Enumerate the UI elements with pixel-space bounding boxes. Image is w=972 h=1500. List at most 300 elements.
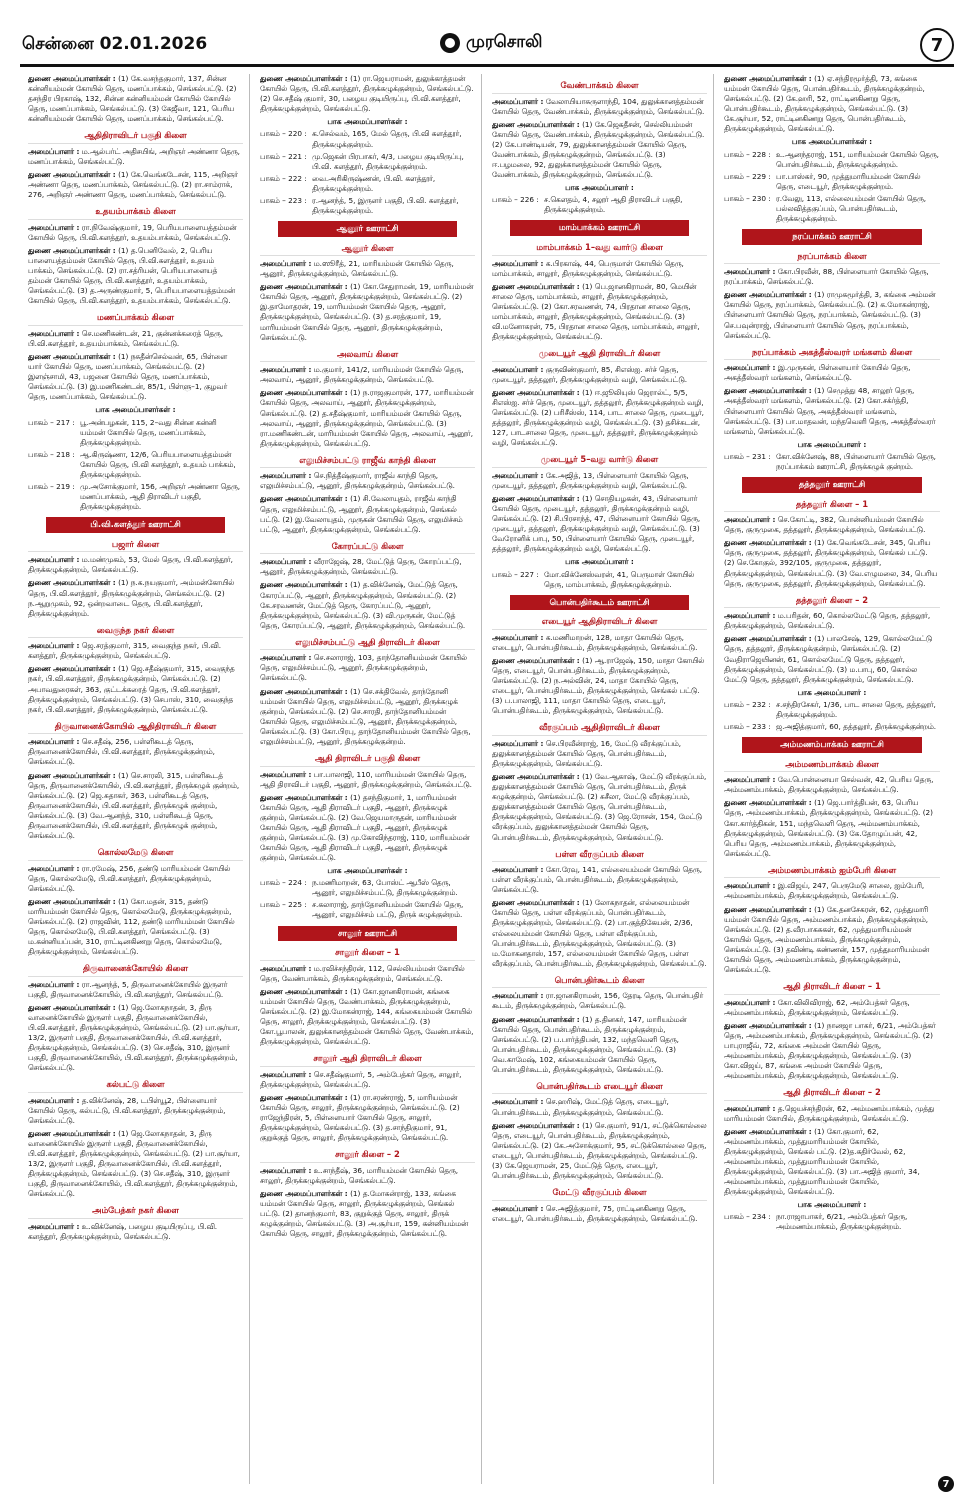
section-heading: முடையூர் 5–வது வார்டு கிளை <box>492 453 707 468</box>
entry-text: (1) ரா.ஜெயராமன், துலுக்காத்தமன் கோயில் தெரு, பி.வி.களத்தூர், திருக்கழுக்குன்றம், செங்கல்பட்டு. (2) செ.சதீஷ் குமார், 30, பழைய குடியிருப்பு, பி.வி.களத்தூர், திருக்கழுக்குன்றம், செங்கல்பட்டு. <box>260 74 474 114</box>
entry-label: துணை அமைப்பாளர்கள் : <box>492 655 580 665</box>
booth-number: பாகம் – 227 : <box>492 569 539 579</box>
entry-label: துணை அமைப்பாளர்கள் : <box>28 578 116 588</box>
booth-text: ச.சந்திரசேகர், 1/36, பாட சாலை தெரு, தத்தலூர், திருக்கழுக்குன்றம். <box>776 699 936 719</box>
entry-paragraph <box>260 987 475 1047</box>
booth-number: பாகம் – 223 : <box>260 195 307 205</box>
entry-label: அமைப்பாளர் : <box>492 258 544 268</box>
entry-paragraph <box>28 771 243 841</box>
panchayat-banner: சாலூர் ஊராட்சி <box>278 926 457 942</box>
section-heading: அம்மணம்பாக்கம் ஐம்பேரி கிளை <box>724 864 940 879</box>
entry-text: (1) ஜெ.பார்த்திபன், 63, பெரிய தெரு, அம்மணம்பாக்கம், திருக்கழுக்குன்றம், செங்கல்பட்டு. (2) கோ.கார்த்திகன், 151, மந்தவெளி தெரு, அம்மணம்பாக்கம், திருக்கழுக்குன்றம், செங்கல்பட்டு. (3) கே.தோழுப்பன், 42, பெரிய தெரு, அம்மணம்பாக்கம், திருக்கழுக்குன்றம், செங்கல்பட்டு. <box>724 798 934 858</box>
entry-paragraph <box>492 259 707 279</box>
entry-paragraph <box>260 687 475 747</box>
booth-text: ர.ஆனந்த், 5, இருளர் பகுதி, பி.வி. களத்தூர், திருக்கழுக்குன்றம். <box>312 195 459 215</box>
entry-paragraph <box>492 865 707 895</box>
entry-paragraph <box>492 120 707 180</box>
entry-text: வேலாயியாசுருளாந்தி, 104, துலுக்கானத்தம்மன் கோயில் தெரு, வேண்பாக்கம், திருக்கழுக்குன்றம், செங்கல்பட்டு. <box>492 96 705 116</box>
entry-paragraph <box>28 74 243 124</box>
section-heading: ஆதி திராவிடர் கிளை – 2 <box>724 1086 940 1101</box>
entry-text: ம.பரிதன், 60, கொல்லமேட்டு தெரு, தத்தலூர், திருக்கழுக்குன்றம், செங்கல்பட்டு. <box>724 611 931 631</box>
entry-label: துணை அமைப்பாளர்கள் : <box>492 119 580 129</box>
booth-number: பாகம் – 228 : <box>724 149 771 159</box>
booth-entry <box>724 452 940 472</box>
booth-text: ச.கலாராஜ், தாந்தோனியம்மன் கோயில் தெரு, ஆனூர், எலுமிச்சம் பட்டு, திருக் கழுக்குன்றம். <box>312 900 464 920</box>
entry-paragraph <box>492 365 707 385</box>
section-heading: சாலூர் ஆதி திராவிடர் கிளை <box>260 1052 475 1067</box>
booth-number: பாகம் – 229 : <box>724 171 771 181</box>
entry-label: அமைப்பாளர் : <box>724 267 776 277</box>
booth-number: பாகம் – 221 : <box>260 151 307 161</box>
booth-text: ஆ.கிருஷ்ணா, 12/6, பெரியபாளையத்தம்மன் கோயில் தெரு, பி.வி களத்தூர், உதயம் பாக்கம், திருக்கழுக்குன்றம். <box>80 449 236 479</box>
entry-paragraph <box>724 74 940 134</box>
section-heading: ஆதி திராவிடர் பகுதி கிளை <box>260 752 475 767</box>
entry-paragraph <box>492 1121 707 1181</box>
booth-number: பாகம் – 222 : <box>260 173 307 183</box>
section-heading: சாலூர் கிளை – 1 <box>260 946 475 961</box>
booth-text: கோ.விக்னேஷ், 88, பிள்ளையார் கோயில் தெரு, நரப்பாக்கம் ஊராட்சி, திருக்கழுக் குன்றம். <box>776 451 936 471</box>
entry-paragraph <box>260 964 475 984</box>
entry-paragraph <box>28 641 243 661</box>
entry-label: அமைப்பாளர் : <box>260 769 312 779</box>
entry-text: (1) ரா.சரண்ராஜ், 5, மாரியம்மன் கோயில் தெரு, சாலூர், திருக்கழுக்குன்றம், செங்கல்பட்டு. (2) ராஜேந்திரன், 5, பிள்ளையார் கோயில் தெரு, சாலூர், திருக்கழுக்குன்றம், செங்கல்பட்டு. (3) த.சாந்திகுமார், 91, குறுக்குத் தெரு, சாலூர், திருக்கழுக்குன்றம், செங்கல்பட்டு. <box>260 1092 460 1143</box>
section-heading: வைகுந்த நகர் கிளை <box>28 624 243 639</box>
entry-text: ம.மண்முகம், 53, மேல் தெரு, பி.வி.களத்தூர், திருக்கழுக்குன்றம், செங்கல்பட்டு. <box>28 555 233 575</box>
entry-paragraph <box>260 1093 475 1143</box>
entry-label: துணை அமைப்பாளர்கள் : <box>28 245 116 255</box>
entry-paragraph <box>492 97 707 117</box>
entry-text: (1) ஜெ.சதீஷ்குமார், 315, வைகுந்த நகர், பி.வி.களத்தூர், திருக்கழுக்குன்றம், செங்கல்பட்டு. (2) அபாவதுரைகள், 363, குட்டக்கரைத் தெரு, பி.வி.களத்தூர், திருக்கழுக்குன்றம், செங்கல்பட்டு. (3) செபாஸ், 310, வைகுந்த நகர், பி.வி.களத்தூர், திருக்கழுக்குன்றம், செங்கல்பட்டு. <box>28 664 235 714</box>
entry-label: துணை அமைப்பாளர்கள் : <box>28 896 116 906</box>
entry-paragraph <box>260 471 475 491</box>
section-heading: உதயம்பாக்கம் கிளை <box>28 205 243 220</box>
section-heading: எலுமிச்சம்பட்டு ராஜீவ் காந்தி கிளை <box>260 454 475 469</box>
entry-text: (1) நசுதீன்செல்வன், 65, பிள்ளை யார் கோயில் தெரு, மணப்பாக்கம், செங்கல்பட்டு. (2) இளஞ்சாமி, 43, பஜனை கோயில் தெரு, மணப்பாக்கம், செங்கல்பட்டு. (3) இ.மணிகண்டன், 85/1, பிள்ளு–1, குழவர் தெரு, மணப்பாக்கம், செங்கல்பட்டு. <box>28 352 228 402</box>
entry-label: அமைப்பாளர் : <box>492 991 544 1001</box>
entry-text: ரா.ரமேஷ், 256, தண்டு மாரியம்மன் கோயில் தெரு, கொல்லமேடு, பி.வி.களத்தூர், திருக்கழுக்குன்றம், செங்கல்பட்டு. <box>28 863 231 893</box>
entry-label: அமைப்பாளர் : <box>724 1103 776 1113</box>
entry-label: அமைப்பாளர் : <box>724 881 776 891</box>
entry-text: (1) பாலசேஷ், 129, கொல்லமேட்டு தெரு, தத்தலூர், திருக்கழுக்குன்றம், செங்கல்பட்டு. (2) வேதிராஜெயினன், 61, கொல்லமேட்டு தெரு, தத்தலூர், திருக்கழுக்குன்றம், செங்கல்பட்டு. (3) ம.பாபு, 60, கொல்ல மேட்டு தெரு, தத்தலூர், திருக்கழுக்குன்றம், செங்கல்பட்டு. <box>724 634 933 684</box>
entry-paragraph <box>724 798 940 858</box>
entry-text: பா.பாலாஜி, 110, மாரியம்மன் கோயில் தெரு, ஆதி திராவிடர் பகுதி, ஆனூர், திருக்கழுக்குன்றம், செங்கல்பட்டு. <box>260 769 472 789</box>
entry-label: அமைப்பாளர் : <box>28 1222 80 1232</box>
entry-label: அமைப்பாளர் : <box>492 632 544 642</box>
entry-label: அமைப்பாளர் : <box>260 963 312 973</box>
entry-text: (1) செ.சக்திவேல், தாந்தோனி யம்மன் கோயில் தெரு, எலுமிச்சம்பட்டு, ஆனூர், திருக்கழுக் குன்றம், செங்கல்பட்டு. (2) செ.சாரதி, தாந்தோனியம்மன் கோயில் தெரு, எலுமிச்சம்பட்டு, ஆனூர், திருக்கழுக்குன்றம், செங்கல்பட்டு. (3) கோ.பிரபு, தாந்தோனியம்மன் கோயில் தெரு, எலுமிச்சம்பட்டு, ஆனூர், திருக்கழுக்குன்றம். <box>260 686 471 746</box>
entry-text: (1) கே.தனசேகரன், 62, முத்துமாரி யம்மன் கோயில் தெரு, அம்மணம்பாக்கம், திருக்கழுக்குன்றம், செங்கல்பட்டு. (2) த.வீரபாகசுகள், 62, முத்துமாரியம்மன் கோயில் தெரு, அம்மணம்பாக்கம், திருக்கழுக்குன்றம், செங்கல்பட்டு. (3) தவிண்டி கண்ணன், 157, முத்துமாரியம்மன் கோயில் தெரு, அம்மணம்பாக்கம், திருக்கழுக்குன்றம், செங்கல்பட்டு. <box>724 904 930 974</box>
section-heading: திருவானைக்கோயில் ஆதிதிராவிடர் கிளை <box>28 720 243 735</box>
panchayat-banner: ஆனூர் ஊராட்சி <box>278 221 457 237</box>
booth-text: ச.கௌதம், 4, சலூர் ஆதி திராவிடர் பகுதி, திருக்கழுக்குன்றம். <box>544 195 683 215</box>
entry-paragraph <box>724 1021 940 1081</box>
booth-number: பாகம் – 217 : <box>28 417 75 427</box>
entry-paragraph <box>28 864 243 894</box>
entry-text: த.விக்னேஷ், 28, டபிள்யூ2, பிள்ளையார் கோயில் தெரு, கல்பட்டு, பி.வி.களத்தூர், திருக்கழுக்குன்றம், செங்கல்பட்டு. <box>28 1095 226 1125</box>
entry-label: துணை அமைப்பாளர்கள் : <box>724 798 812 808</box>
entry-paragraph <box>28 897 243 957</box>
entry-text: (1) ஜெ.லோகநாதன், 3, திரு வானைக்கோயில் இருளர் பகுதி, திருவானைக்கோயில், பி.வி.களத்தூர், திருக்கழுக்குன்றம், செங்கல்பட்டு. (2) பா.சூர்யா, 13/2, இருளர் பகுதி, திருவானைக்கோயில், பி.வி.களத்தூர், திருக்கழுக்குன்றம், செங்கல்பட்டு. (3) செ.சதீஷ், 310, இருளர் பகுதி, திருவானைக்கோயில், பி.வி.களத்தூர், திருக்கழுக்குன்றம், செங்கல்பட்டு. <box>28 1129 240 1199</box>
entry-text: (1) ஜெ.லோகநாதன், 3, திரு வானைக்கோயில் இருளர் பகுதி, திருவானைக்கோயில், பி.வி.களத்தூர், திருக்கழுக்குன்றம், செங்கல்பட்டு. (2) பா.சூர்யா, 13/2, இருளர் பகுதி, திருவானைக்கோயில், பி.வி.களத்தூர், திருக்கழுக்குன்றம், செங்கல்பட்டு. (3) செ.சதீஷ், 310, இருளர் பகுதி, திருவானைக்கோயில், பி.வி.களத்தூர், திருக்கழுக்குன்றம், செங்கல்பட்டு. <box>28 1002 240 1073</box>
booth-number: பாகம் – 233 : <box>724 722 771 732</box>
entry-text: செ.மணிகண்டன், 21, குன்னக்கரைத் தெரு, பி.வி.களத்தூர், உதயம்பாக்கம், செங்கல்பட்டு. <box>28 328 224 348</box>
entry-text: (1) ந.ராஜகுமாரன், 177, மாரியம்மன் கோயில் தெரு, அலவாய், ஆனூர், திருக்கழுக்குன்றம், செங்கல்பட்டு. (2) த.சதீஷ்குமார், மாரியம்மன் கோயில் தெரு, அலவாய், ஆனூர், திருக்கழுக்குன்றம், செங்கல்பட்டு. (3) ரா.மணிகண்டன், மாரியம்மன் கோயில் தெரு, அலவாய், ஆனூர், திருக்கழுக்குன்றம், செங்கல்பட்டு. <box>260 388 474 448</box>
entry-text: செ.சதீஷ், 256, பள்ளிகூடத் தெரு, திருவானைக்கோயில், பி.வி.களத்தூர், திருக்கழுக்குன்றம், செங்கல்பட்டு. <box>28 737 215 767</box>
entry-text: செ.அஜித்குமார், 75, ராட்டினகிணறு தெரு, எடையூர், பொன்பதிர்கூடம், திருக்கழுக்குன்றம், செங்கல்பட்டு. <box>492 1203 698 1223</box>
column-3 <box>492 74 714 1484</box>
entry-label: துணை அமைப்பாளர்கள் : <box>492 1120 580 1130</box>
entry-paragraph <box>28 246 243 306</box>
entry-label: அமைப்பாளர் : <box>724 363 776 373</box>
section-heading: பொன்பதிர்கூடம் எடையூர் கிளை <box>492 1080 707 1095</box>
subheading: பாக அமைப்பாளர்கள் : <box>327 866 408 876</box>
entry-label: அமைப்பாளர் : <box>28 863 80 873</box>
entry-text: (1) கே.வெங்கடேசன், 345, பெரிய தெரு, குருமுகை, தத்தலூர், திருக்கழுக்குன்றம், செங்கல் பட்டு. (2) செ.கோகுல், 392/105, குருமுகை, தத்தலூர், திருக்கழுக்குன்றம், செங்கல்பட்டு. (3) வே.எழுமலை, 34, பெரிய தெரு, குருமுகை, தத்தலூர், திருக்கழுக்குன்றம், செங்கல்பட்டு. <box>724 538 938 588</box>
booth-text: க.செல்வம், 165, மேல் தெரு, பி.வி களத்தூர், திருக்கழுக்குன்றம். <box>312 129 462 149</box>
section-heading: ஆதி திராவிடர் கிளை – 1 <box>724 980 940 995</box>
paper-name: முரசொலி <box>466 32 543 52</box>
entry-paragraph <box>260 282 475 342</box>
column-1 <box>28 74 250 1484</box>
section-heading: மணப்பாக்கம் கிளை <box>28 311 243 326</box>
entry-label: துணை அமைப்பாளர்கள் : <box>28 1129 116 1139</box>
section-heading: திருவானைக்கோயில் கிளை <box>28 962 243 977</box>
entry-label: அமைப்பாளர் : <box>28 1095 80 1105</box>
panchayat-banner: அம்மணம்பாக்கம் ஊராட்சி <box>742 737 922 753</box>
entry-text: ரா.ஜானகிராமன், 156, தேரடி தெரு, பொன்பதிர் கூடம், திருக்கழுக்குன்றம், செங்கல்பட்டு. <box>492 991 704 1011</box>
booth-entry <box>260 129 475 149</box>
booth-entry <box>492 570 707 590</box>
booth-number: பாகம் – 220 : <box>260 129 307 139</box>
entry-label: துணை அமைப்பாளர்கள் : <box>724 904 812 914</box>
booth-number: பாகம் – 219 : <box>28 481 75 491</box>
entry-text: செ.பிரவீன்ராஜ், 16, மேட்டு வீரக்குப்பம், துலுக்கானத்தம்மன் கோயில் தெரு, பொன்பதிர்கூடம், திருக்கழுக்குன்றம், செங்கல்பட்டு. <box>492 738 682 769</box>
booth-text: ந.மணிமாறன், 63, போஸ்ட் ஆபீஸ் தெரு, ஆனூர், எலுமிச்சம்பட்டு, திருக்கழுக்குன்றம். <box>312 878 458 898</box>
entry-paragraph <box>260 557 475 577</box>
entry-label: துணை அமைப்பாளர்கள் : <box>260 986 348 996</box>
entry-text: (1) பெ.ஜானகிராமன், 80, மெயின் சாலை தெரு, மாம்பாக்கம், சாலூர், திருக்கழுக்குன்றம், செங்கல்பட்டு. (2) கோ.சரவணன், 74, பிரதான சாலை தெரு, மாம்பாக்கம், சாலூர், திருக்கழுக்குன்றம், செங்கல்பட்டு. (3) வி.மனோகரன், 75, பிரதான சாலை தெரு, மாம்பாக்கம், சாலூர், திருக்கழுக்குன்றம், செங்கல்பட்டு. <box>492 281 700 342</box>
entry-text: (1) சொதியழகன், 43, பிள்ளையார் கோயில் தெரு, முடையூர், தத்தலூர், திருக்கழுக்குன்றம் வழி, செங்கல்பட்டு. (2) சி.பிரசாந்த், 47, பிள்ளையார் கோயில் தெரு, முடையூர், தத்தலூர், திருக்கழுக்குன்றம் வழி, செங்கல்பட்டு. (3) வேரோனிக் பாபு, 50, பிள்ளையார் கோயில் தெரு, முடையூர், தத்தலூர், திருக்கழுக்குன்றம் வழி, செங்கல்பட்டு. <box>492 493 701 554</box>
entry-label: துணை அமைப்பாளர்கள் : <box>28 170 116 180</box>
section-heading: தத்தலூர் கிளை – 1 <box>724 498 940 513</box>
entry-paragraph <box>28 578 243 618</box>
entry-paragraph <box>28 555 243 575</box>
masthead <box>0 0 972 70</box>
entry-text: (1) லோகநாதன், எல்லையம்மன் கோயில் தெரு, பள்ள வீரக்குப்பம், பொன்பதிர்கூடம், திருக்கழுக்குன்றம், செங்கல்பட்டு. (2) பா.குத்திகேயன், 2/36, எல்லையம்மன் கோயில் தெரு, பள்ள வீரக்குப்பம், பொன்பதிர்கூடம், திருக்கழுக்குன்றம், செங்கல்பட்டு. (3) ம.மோகனதாஸ், 157, எல்லையம்மன் கோயில் தெரு, பள்ள வீரக்குப்பம், பொன்பதிர்கூடம், திருக்கழுக்குன்றம், செங்கல்பட்டு. <box>492 898 707 968</box>
panchayat-banner: பி.வி.களத்தூர் ஊராட்சி <box>46 517 225 533</box>
booth-entry <box>724 1212 940 1232</box>
section-heading: தத்தலூர் கிளை – 2 <box>724 594 940 609</box>
entry-paragraph <box>724 538 940 588</box>
entry-text: (1) வே.ஆகாஷ், மேட்டு வீரக்குப்பம், துலுக்கானத்தம்மன் கோயில் தெரு, பொன்பதிர்கூடம், திருக் கழுக்குன்றம், செங்கல்பட்டு. (2) சுசீலா, மேட்டு வீரக்குப்பம், துலுக்கானத்தம்மன் கோயில் தெரு, பொன்பதிர்கூடம், திருக்கழுக்குன்றம், செங்கல்பட்டு. (3) ஜெ.ரோசன், 154, மேட்டு வீரக்குப்பம், துலுக்கானத்தம்மன் கோயில் தெரு, பொன்பதிர்கூடம், திருக்கழுக்குன்றம், செங்கல்பட்டு. <box>492 772 707 842</box>
entry-text: (1) தசந்திகுமார், 1, மாரியம்மன் கோயில் தெரு, ஆதி திராவிடர் பகுதி, ஆனூர், திருக்கழுக் குன்றம், செங்கல்பட்டு. (2) வே.ஜெயமாருதன், மாரியம்மன் கோயில் தெரு, ஆதி திராவிடர் பகுதி, ஆனூர், திருக்கழுக் குன்றம், செங்கல்பட்டு. (3) மு.கோவிந்தராஜ், 110, மாரியம்மன் கோயில் தெரு, ஆதி திராவிடர் பகுதி, ஆனூர், திருக்கழுக் குன்றம், செங்கல்பட்டு. <box>260 792 470 862</box>
entry-paragraph <box>492 898 707 968</box>
entry-paragraph <box>724 386 940 436</box>
entry-paragraph <box>724 290 940 340</box>
subheading: பாக அமைப்பாளர் : <box>797 439 867 449</box>
section-heading: கல்பட்டு கிளை <box>28 1078 243 1093</box>
entry-text: (1) செ.குமார், 91/1, சட்டுக்கொல்லை தெரு, எடையூர், பொன்பதிர்கூடம், திருக்கழுக்குன்றம், செங்கல்பட்டு. (2) கே.அசோக்குமார், 95, சட்டுக்கொல்லை தெரு, எடையூர், பொன்பதிர்கூடம், திருக்கழுக்குன்றம், செங்கல்பட்டு. (3) கே.ஜெயராமன், 25, மேட்டுத் தெரு, எடையூர், பொன்பதிர்கூடம், திருக்கழுக்குன்றம், செங்கல்பட்டு. <box>492 1120 707 1180</box>
entry-paragraph <box>724 775 940 795</box>
entry-paragraph <box>492 1097 707 1117</box>
entry-label: அமைப்பாளர் : <box>492 865 544 875</box>
booth-number: பாகம் – 234 : <box>724 1212 771 1222</box>
entry-text: ம.குமார், 141/2, மாரியம்மன் கோயில் தெரு, அலவாய், ஆனூர், திருக்கழுக்குன்றம், செங்கல்பட்டு. <box>260 365 464 385</box>
subheading: பாக அமைப்பாளர்கள் : <box>95 405 176 415</box>
panchayat-banner: பொன்பதிர்கூடம் ஊராட்சி <box>510 595 689 611</box>
entry-text: (1) நானஜா பாகர், 6/21, அம்பேத்கர் தெரு, அம்மணம்பாக்கம், திருக்கழுக்குன்றம், செங்கல்பட்டு. (2) பாபுராஜீவ், 72, கங்கை அம்மன் கோயில் தெரு, அம்மணம்பாக்கம், திருக்கழுக்குன்றம், செங்கல்பட்டு. (3) கோ.விஜய், 87, கங்கை அம்மன் கோயில் தெரு, அம்மணம்பாக்கம், திருக்கழுக்குன்றம், செங்கல்பட்டு. <box>724 1020 936 1080</box>
entry-label: துணை அமைப்பாளர்கள் : <box>260 74 348 83</box>
entry-label: அமைப்பாளர் : <box>28 737 80 747</box>
section-heading: வீரகுப்பம் ஆதிதிராவிடர் கிளை <box>492 721 707 736</box>
entry-label: துணை அமைப்பாளர்கள் : <box>492 387 580 397</box>
entry-paragraph <box>724 1127 940 1197</box>
entry-text: செ.ஹரிஷ், மேட்டுத் தெரு, எடையூர், பொன்பதிர்கூடம், திருக்கழுக்குன்றம், செங்கல்பட்டு. <box>492 1097 669 1117</box>
entry-label: அமைப்பாளர் : <box>260 1165 312 1175</box>
footer-page-number: 7 <box>938 1476 954 1492</box>
booth-entry <box>28 450 243 480</box>
panchayat-banner: நரப்பாக்கம் ஊராட்சி <box>742 229 922 245</box>
entry-text: (1) செ.சாரலி, 315, பள்ளிகூடத் தெரு, திருவானைக்கோயில், பி.வி.களத்தூர், திருக்கழுக் குன்றம், செங்கல்பட்டு. (2) ஜெ.சுதாகர், 363, பள்ளிகூடத் தெரு, திருவானைக்கோயில், பி.வி.களத்தூர், திருக்கழுக் குன்றம், செங்கல்பட்டு. (3) வே.ஆனந்த், 310, பள்ளிகூடத் தெரு, திருவானைக்கோயில், பி.வி.களத்தூர், திருக்கழுக் குன்றம், செங்கல்பட்டு. <box>28 770 240 840</box>
entry-paragraph <box>492 1015 707 1075</box>
entry-label: துணை அமைப்பாளர்கள் : <box>260 494 348 504</box>
booth-entry <box>724 722 940 732</box>
entry-label: அமைப்பாளர் : <box>724 515 776 525</box>
entry-label: துணை அமைப்பாளர்கள் : <box>28 1002 116 1012</box>
entry-paragraph <box>724 363 940 383</box>
entry-label: துணை அமைப்பாளர்கள் : <box>492 281 580 291</box>
entry-label: அமைப்பாளர் : <box>260 1069 312 1079</box>
entry-paragraph <box>28 737 243 767</box>
entry-text: இ.முருகன், பிள்ளையார் கோயில் தெரு, அகத்தீஸ்வரர் மங்களம், செங்கல்பட்டு. <box>724 363 911 383</box>
booth-entry <box>28 418 243 448</box>
entry-text: (1) த.மோகன்ராஜ், 133, கங்கை யம்மன் கோயில் தெரு, சாலூர், திருக்கழுக்குன்றம், செங்கல் பட்டு. (2) தானந்குமார், 83, குறுக்குத் தெரு, சாலூர், திருக் கழுக்குன்றம், செங்கல்பட்டு. (3) அ.சூர்யா, 159, கன்னியம்மன் கோயில் தெரு, சாலூர், திருக்கழுக்குன்றம், செங்கல்பட்டு. <box>260 1188 469 1239</box>
section-heading: அலவாய் கிளை <box>260 348 475 363</box>
entry-paragraph <box>492 772 707 842</box>
entry-paragraph <box>492 656 707 716</box>
entry-paragraph <box>724 634 940 684</box>
entry-text: ரா.நிவேஷ்குமார், 19, பெரியபாளையத்தம்மன் கோயில் தெரு, பி.வி.களத்தூர், உதயம்பாக்கம், செங்கல்பட்டு. <box>28 222 237 242</box>
section-heading: அம்மணம்பாக்கம் கிளை <box>724 758 940 773</box>
entry-paragraph <box>492 633 707 653</box>
entry-paragraph <box>260 1166 475 1186</box>
entry-label: துணை அமைப்பாளர்கள் : <box>724 634 812 644</box>
entry-label: அமைப்பாளர் : <box>492 738 544 748</box>
entry-paragraph <box>260 494 475 534</box>
entry-paragraph <box>260 770 475 790</box>
entry-paragraph <box>28 1129 243 1199</box>
subheading: பாக அமைப்பாளர் : <box>565 557 634 567</box>
booth-entry <box>724 172 940 192</box>
entry-label: துணை அமைப்பாளர்கள் : <box>28 770 116 780</box>
entry-text: கோ.ரேவு, 141, எல்லையம்மன் கோயில் தெரு, பள்ள வீரக்குப்பம், பொன்பதிர்கூடம், திருக்கழுக்குன்றம், செங்கல்பட்டு. <box>492 865 703 895</box>
entry-paragraph <box>260 580 475 630</box>
entry-label: துணை அமைப்பாளர்கள் : <box>724 1126 812 1136</box>
booth-number: பாகம் – 224 : <box>260 878 307 888</box>
entry-text: (1) த.தினகர், 147, மாரியம்மன் கோயில் தெரு, பொன்பதிர்கூடம், திருக்கழுக்குன்றம், செங்கல்பட்டு. (2) ப.பார்த்திபன், 132, மந்தவெளி தெரு, பொன்பதிர்கூடம், திருக்கழுக்குன்றம், செங்கல்பட்டு. (3) வெ.காமேஷ், 102, கங்கையம்மன் கோயில் தெரு, பொன்பதிர்கூடம், திருக்கழுக்குன்றம், செங்கல்பட்டு. <box>492 1014 687 1074</box>
subheading: பாக அமைப்பாளர்கள் : <box>327 117 408 127</box>
entry-text: (1) ஈ.ஜூலியுஸ் ஜெரால்ட், 5/5, சிஎஸ்ஐ. சர்ச் தெரு, முடையூர், தத்தலூர், திருக்கழுக்குன்றம் வழி, செங்கல்பட்டு. (2) பரிசீஸ்ஸ், 114, பாட சாலை தெரு, முடையூர், தத்தலூர், திருக்கழுக்குன்றம் வழி, செங்கல்பட்டு. (3) தசிச்சுடன், 127, பாடசாலை தெரு, முடையூர், தத்தலூர், திருக்கழுக்குன்றம் வழி, செங்கல்பட்டு. <box>492 387 705 448</box>
entry-label: துணை அமைப்பாளர்கள் : <box>28 352 116 362</box>
entry-paragraph <box>260 1070 475 1090</box>
column-2 <box>260 74 482 1484</box>
entry-text: உ.விக்னேஷ், பழைய குடியிருப்பு, பி.வி. களத்தூர், திருக்கழுக்குன்றம், செங்கல்பட்டு. <box>28 1222 218 1242</box>
entry-paragraph <box>492 282 707 342</box>
entry-text: இ.விஜய், 247, பெருமேடு சாலை, ஐம்பேரி, அம்மணம்பாக்கம், திருக்கழுக்குன்றம், செங்கல்பட்டு. <box>724 881 925 901</box>
section-heading: கொல்லமேடு கிளை <box>28 846 243 861</box>
panchayat-banner: தத்தலூர் ஊராட்சி <box>742 477 922 493</box>
entry-label: அமைப்பாளர் : <box>492 96 544 106</box>
article-columns <box>28 74 948 1484</box>
entry-label: துணை அமைப்பாளர்கள் : <box>724 386 812 396</box>
entry-text: கே.அஜித், 13, பிள்ளையார் கோயில் தெரு, முடையூர், தத்தலூர், திருக்கழுக்குன்றம் வழி, செங்கல்பட்டு. <box>492 470 689 490</box>
entry-paragraph <box>28 147 243 167</box>
section-heading: எடையூர் ஆதிதிராவிடர் கிளை <box>492 615 707 630</box>
entry-text: ரா.ஆனந்த், 5, திருவானைக்கோயில் இருளர் பகுதி, திருவானைக்கோயில், பி.வி.களத்தூர், செங்கல்பட்டு. <box>28 979 228 999</box>
entry-paragraph <box>724 515 940 535</box>
entry-text: (1) கோ.மதன், 315, தண்டு மாரியம்மன் கோயில் தெரு, கொல்லமேடு, திருக்கழுக்குன்றம், செங்கல்பட்டு. (2) ராஜவின், 112, தண்டு மாரியம்மன் கோயில் தெரு, கொல்லமேடு, பி.வி.களத்தூர், செங்கல்பட்டு. (3) ம.கன்னியப்பன், 310, ராட்டினகிணறு தெரு, கொல்லமேடு, திருக்கழுக்குன்றம், செங்கல்பட்டு. <box>28 896 235 957</box>
entry-paragraph <box>260 365 475 385</box>
entry-label: அமைப்பாளர் : <box>492 1203 544 1213</box>
panchayat-banner: மாம்பாக்கம் ஊராட்சி <box>510 220 689 236</box>
entry-label: துணை அமைப்பாளர்கள் : <box>260 282 348 292</box>
entry-label: அமைப்பாளர் : <box>260 471 312 481</box>
entry-text: (1) ஆ.ராஜேஷ், 150, மாதா கோயில் தெரு, எடையூர், பொன்பதிர்கூடம், திருக்கழுக்குன்றம், செங்கல்பட்டு. (2) ந.அல்வின், 24, மாதா கோயில் தெரு, எடையூர், பொன்பதிர்கூடம், திருக்கழுக்குன்றம், செங்கல் பட்டு. (3) ப.பாலாஜி, 111, மாதா கோயில் தெரு, எடையூர், பொன்பதிர்கூடம், திருக்கழுக்குன்றம், செங்கல்பட்டு. <box>492 655 705 716</box>
booth-text: ர.வேலு, 113, எல்லையம்மன் கோயில் தெரு, பல்லவித்தகுப்பம், பொன்பதிர்கூடம், திருக்கழுக்குன்றம். <box>776 193 927 223</box>
entry-paragraph <box>28 170 243 200</box>
entry-paragraph <box>28 1222 243 1242</box>
booth-number: பாகம் – 225 : <box>260 900 307 910</box>
entry-paragraph <box>492 494 707 554</box>
subheading: பாக அமைப்பாளர் : <box>797 1200 867 1210</box>
section-heading: மேட்டு வீரகுப்பம் கிளை <box>492 1186 707 1201</box>
paper-title <box>440 32 543 54</box>
entry-text: வீராஜேஷ், 28, மேட்டுத் தெரு, கோரப்பட்டு, ஆனூர், திருக்கழுக்குன்றம், செங்கல்பட்டு. <box>260 557 462 577</box>
entry-paragraph <box>28 980 243 1000</box>
entry-paragraph <box>724 881 940 901</box>
entry-text: (1) கே.ஜெகதீசன், செல்லியம்மன் கோயில் தெரு, வேண்பாக்கம், திருக்கழுக்குன்றம், செங்கல்பட்டு. (2) கே.பாண்டியன், 79, துலுக்கானத்தம்மன் கோயில் தெரு, வேண்பாக்கம், திருக்கழுக்குன்றம், செங்கல்பட்டு. (3) ஈ.பழமலை, 92, துலுக்கானத்தம்மன் கோயில் தெரு, வேண்பாக்கம், திருக்கழுக்குன்றம், செங்கல்பட்டு. <box>492 119 705 180</box>
entry-text: (1) கே.வெங்கடேசன், 115, அறிஞர் அண்ணா தெரு, மணப்பாக்கம், செங்கல்பட்டு. (2) ரா.சாம்ராக், 276, அறிஞர் அண்ணா தெரு, மணப்பாக்கம், செங்கல்பட்டு. <box>28 170 238 200</box>
entry-label: அமைப்பாளர் : <box>28 979 80 989</box>
section-heading: ஆனூர் கிளை <box>260 242 475 257</box>
booth-text: உ.ஆனந்தராஜ், 151, மாரியம்மன் கோயில் தெரு, பொன்பதிர்கூடம், திருக்கழுக்குன்றம். <box>776 149 939 169</box>
booth-entry <box>260 900 475 920</box>
elephant-logo-icon <box>440 33 460 53</box>
column-4 <box>724 74 946 1484</box>
page-number-badge: 7 <box>920 28 954 62</box>
booth-entry <box>724 150 940 170</box>
entry-label: துணை அமைப்பாளர்கள் : <box>28 74 116 83</box>
entry-text: வே.பொன்னையா செல்வன், 42, பெரிய தெரு, அம்மணம்பாக்கம், திருக்கழுக்குன்றம், செங்கல்பட்டு. <box>724 775 934 795</box>
section-heading: கோரப்பட்டு கிளை <box>260 540 475 555</box>
entry-text: (1) சி.வேலாயுதம், ராஜீவ் காந்தி தெரு, எலுமிச்சம்பட்டு, ஆனூர், திருக்கழுக்குன்றம், செங்கல் பட்டு. (2) இ.வேலாயுதம், முருகன் கோயில் தெரு, எலுமிச்சம் பட்டு, ஆனூர், திருக்கழுக்குன்றம், செங்கல்பட்டு. <box>260 494 463 534</box>
entry-text: செ.நித்தீஷ்குமார், ராஜீவ் காந்தி தெரு, எலுமிச்சம்பட்டு, ஆனூர், திருக்கழுக்குன்றம், செங்கல்பட்டு. <box>260 471 455 491</box>
section-heading: பள்ள வீரகுப்பம் கிளை <box>492 848 707 863</box>
entry-label: துணை அமைப்பாளர்கள் : <box>260 792 348 802</box>
entry-text: செ.சதீஷ்குமார், 5, அம்பேத்கர் தெரு, சாலூர், திருக்கழுக்குன்றம், செங்கல்பட்டு. <box>260 1069 462 1089</box>
entry-paragraph <box>724 1104 940 1124</box>
entry-label: அமைப்பாளர் : <box>28 328 80 338</box>
section-heading: நரப்பாக்கம் அகத்தீஸ்வரர் மங்களம் கிளை <box>724 346 940 361</box>
entry-label: அமைப்பாளர் : <box>260 259 312 269</box>
entry-text: கோ.பிரவீன், 88, பிள்ளையார் கோயில் தெரு, நரப்பாக்கம், செங்கல்பட்டு. <box>724 267 929 287</box>
booth-entry <box>724 700 940 720</box>
entry-paragraph <box>28 223 243 243</box>
entry-text: குருவிண்குமார், 85, சிஎஸ்ஐ. சர்ச் தெரு, முடையூர், தத்தலூர், திருக்கழுக்குன்றம் வழி, செங்கல்பட்டு. <box>492 364 688 384</box>
entry-label: அமைப்பாளர் : <box>492 364 544 374</box>
section-heading: வேண்பாக்கம் கிளை <box>492 79 707 94</box>
entry-label: துணை அமைப்பாளர்கள் : <box>492 493 580 503</box>
booth-entry <box>492 195 707 215</box>
entry-label: துணை அமைப்பாளர்கள் : <box>260 1188 348 1198</box>
entry-label: துணை அமைப்பாளர்கள் : <box>260 388 348 398</box>
entry-label: துணை அமைப்பாளர்கள் : <box>492 898 580 908</box>
entry-label: அமைப்பாளர் : <box>28 555 80 565</box>
entry-text: க.மணிமாறன், 128, மாதா கோயில் தெரு, எடையூர், பொன்பதிர்கூடம், திருக்கழுக்குன்றம், செங்கல்பட்டு. <box>492 632 698 652</box>
entry-paragraph <box>28 1096 243 1126</box>
header-rule <box>20 64 954 67</box>
entry-text: ம.ஸூரீத், 21, மாரியம்மன் கோயில் தெரு, ஆனூர், திருக்கழுக்குன்றம், செங்கல்பட்டு. <box>260 259 454 279</box>
entry-paragraph <box>28 329 243 349</box>
entry-text: க.பிரகாஷ், 44, பெருமாள் கோயில் தெரு, மாம்பாக்கம், சாலூர், திருக்கழுக்குன்றம், செங்கல்பட்டு. <box>492 258 684 278</box>
subheading: பாக அமைப்பாளர் : <box>565 183 634 193</box>
booth-number: பாகம் – 226 : <box>492 195 539 205</box>
entry-label: அமைப்பாளர் : <box>28 641 80 651</box>
entry-text: த.ஜெயச்சந்திரன், 62, அம்மணம்பாக்கம், முத்து மாரியம்மன் கோயில், திருக்கழுக்குன்றம், செங்கல்பட்டு. <box>724 1103 935 1123</box>
booth-text: வை.அரிகிருஷ்ணன், பி.வி. களத்தூர், திருக்கழுக்குன்றம். <box>312 173 436 193</box>
booth-text: மோ.விக்னேஸ்வரன், 41, பெருமாள் கோயில் தெரு, மாம்பாக்கம், திருக்கழுக்குன்றம். <box>544 569 695 589</box>
entry-label: துணை அமைப்பாளர்கள் : <box>724 290 812 300</box>
entry-label: அமைப்பாளர் : <box>260 365 312 375</box>
entry-label: துணை அமைப்பாளர்கள் : <box>724 538 812 548</box>
entry-paragraph <box>492 471 707 491</box>
booth-entry <box>28 482 243 512</box>
booth-text: பா.பாஸ்கர், 90, முத்துமாரியம்மன் கோயில் தெரு, எடையூர், திருக்கழுக்குன்றம். <box>776 171 921 191</box>
section-heading: முடையூர் ஆதி திராவிடர் கிளை <box>492 347 707 362</box>
booth-number: பாகம் – 232 : <box>724 699 771 709</box>
entry-paragraph <box>724 905 940 975</box>
entry-paragraph <box>28 1003 243 1073</box>
entry-paragraph <box>492 739 707 769</box>
booth-text: நா.ராஜாபாகர், 6/21, அம்பேத்கர் தெரு, அம்மணம்பாக்கம், திருக்கழுக்குன்றம். <box>776 1212 908 1232</box>
entry-paragraph <box>492 388 707 448</box>
entry-paragraph <box>28 352 243 402</box>
entry-label: அமைப்பாளர் : <box>724 775 776 785</box>
entry-label: துணை அமைப்பாளர்கள் : <box>260 686 348 696</box>
section-heading: நரப்பாக்கம் கிளை <box>724 250 940 265</box>
entry-paragraph <box>260 259 475 279</box>
entry-label: அமைப்பாளர் : <box>724 997 776 1007</box>
entry-text: (1) கோ.குமார், 62, அம்மணம்பாக்கம், முத்துமாரியம்மன் கோயில், திருக்கழுக்குன்றம், செங்கல் பட்டு. (2)த.கதிர்வேல், 62, அம்மணம்பாக்கம், முத்துமாரியம்மன் கோயில், திருக்கழுக்குன்றம், செங்கல்பட்டு. (3) பா.அஜித் குமார், 34, அம்மணம்பாக்கம், முத்துமாரியம்மன் கோயில், திருக்கழுக்குன்றம், செங்கல்பட்டு. <box>724 1126 920 1197</box>
booth-number: பாகம் – 218 : <box>28 449 75 459</box>
entry-paragraph <box>492 1204 707 1224</box>
section-heading: பொன்பதிர்கூடம் கிளை <box>492 974 707 989</box>
entry-paragraph <box>260 74 475 114</box>
entry-text: (1) செமுத்து 48, சாலூர் தெரு, அகத்தீஸ்வரர் மங்களம், செங்கல்பட்டு. (2) கோ.சக்ர்த்தி, பிள்ளையார் கோயில் தெரு, அகத்தீஸ்வரர் மங்களம், செங்கல்பட்டு. (3) பா.மாதவன், மந்தவெளி தெரு, அகத்தீஸ்வரர் மங்களம், செங்கல்பட்டு. <box>724 386 936 436</box>
entry-text: செ.கோட்டி, 382, பொன்னியம்மன் கோயில் தெரு, குருமுகை, தத்தலூர், திருக்கழுக்குன்றம், செங்கல்பட்டு. <box>724 515 926 535</box>
subheading: பாக அமைப்பாளர்கள் : <box>791 137 873 147</box>
entry-paragraph <box>260 388 475 448</box>
entry-label: துணை அமைப்பாளர்கள் : <box>28 664 116 674</box>
booth-text: மு.அசோக்குமார், 156, அறிஞர் அண்ணா தெரு, மணப்பாக்கம், ஆதி திராவிடர் பகுதி, திருக்கழுக்குன்றம். <box>80 481 241 512</box>
entry-text: (1) த.விக்னேஷ், மேட்டுத் தெரு, கோரப்பட்டு, ஆனூர், திருக்கழுக்குன்றம், செங்கல்பட்டு. (2) கே.சரவணன், மேட்டுத் தெரு, கோரப்பட்டு, ஆனூர், திருக்கழுக்குன்றம், செங்கல்பட்டு. (3) வி.முருகன், மேட்டுத் தெரு, கோரப்பட்டு, ஆனூர், திருக்கழுக்குன்றம், செங்கல்பட்டு. <box>260 580 466 630</box>
entry-paragraph <box>260 653 475 683</box>
entry-text: (1) கோ.சேதுராமன், 19, மாரியம்மன் கோயில் தெரு, ஆனூர், திருக்கழுக்குன்றம், செங்கல்பட்டு. (2) இ.தாமோதரன், 19, மாரியம்மன் கோயில் தெரு, ஆனூர், திருக்கழுக்குன்றம், செங்கல்பட்டு. (3) த.சரத்குமார், 19, மாரியம்மன் கோயில் தெரு, ஆனூர், திருக்கழுக்குன்றம், செங்கல்பட்டு. <box>260 282 474 342</box>
entry-text: ஜெ.சரத்குமார், 315, வைகுந்த நகர், பி.வி. களத்தூர், திருக்கழுக்குன்றம், செங்கல்பட்டு. <box>28 641 222 661</box>
entry-label: துணை அமைப்பாளர்கள் : <box>724 1020 812 1030</box>
entry-text: ம.ரவிச்சந்திரன், 112, செல்லியம்மன் கோயில் தெரு, வேண்பாக்கம், திருக்கழுக்குன்றம், செங்கல்பட்டு. <box>260 963 465 983</box>
entry-text: (1) ஏ.சந்திரமூர்த்தி, 73, கங்கை யம்மன் கோயில் தெரு, பொன்பதிர்கூடம், திருக்கழுக்குன்றம், செங்கல்பட்டு. (2) கே.ஹரி, 52, ராட்டினகிணறு தெரு, பொன்பதிர்கூடம், திருக்கழுக்குன்றம், செங்கல்பட்டு. (3) கே.சூர்யா, 52, ராட்டினகிணறு தெரு, பொன்பதிர்கூடம், திருக்கழுக்குன்றம், செங்கல்பட்டு. <box>724 74 925 134</box>
